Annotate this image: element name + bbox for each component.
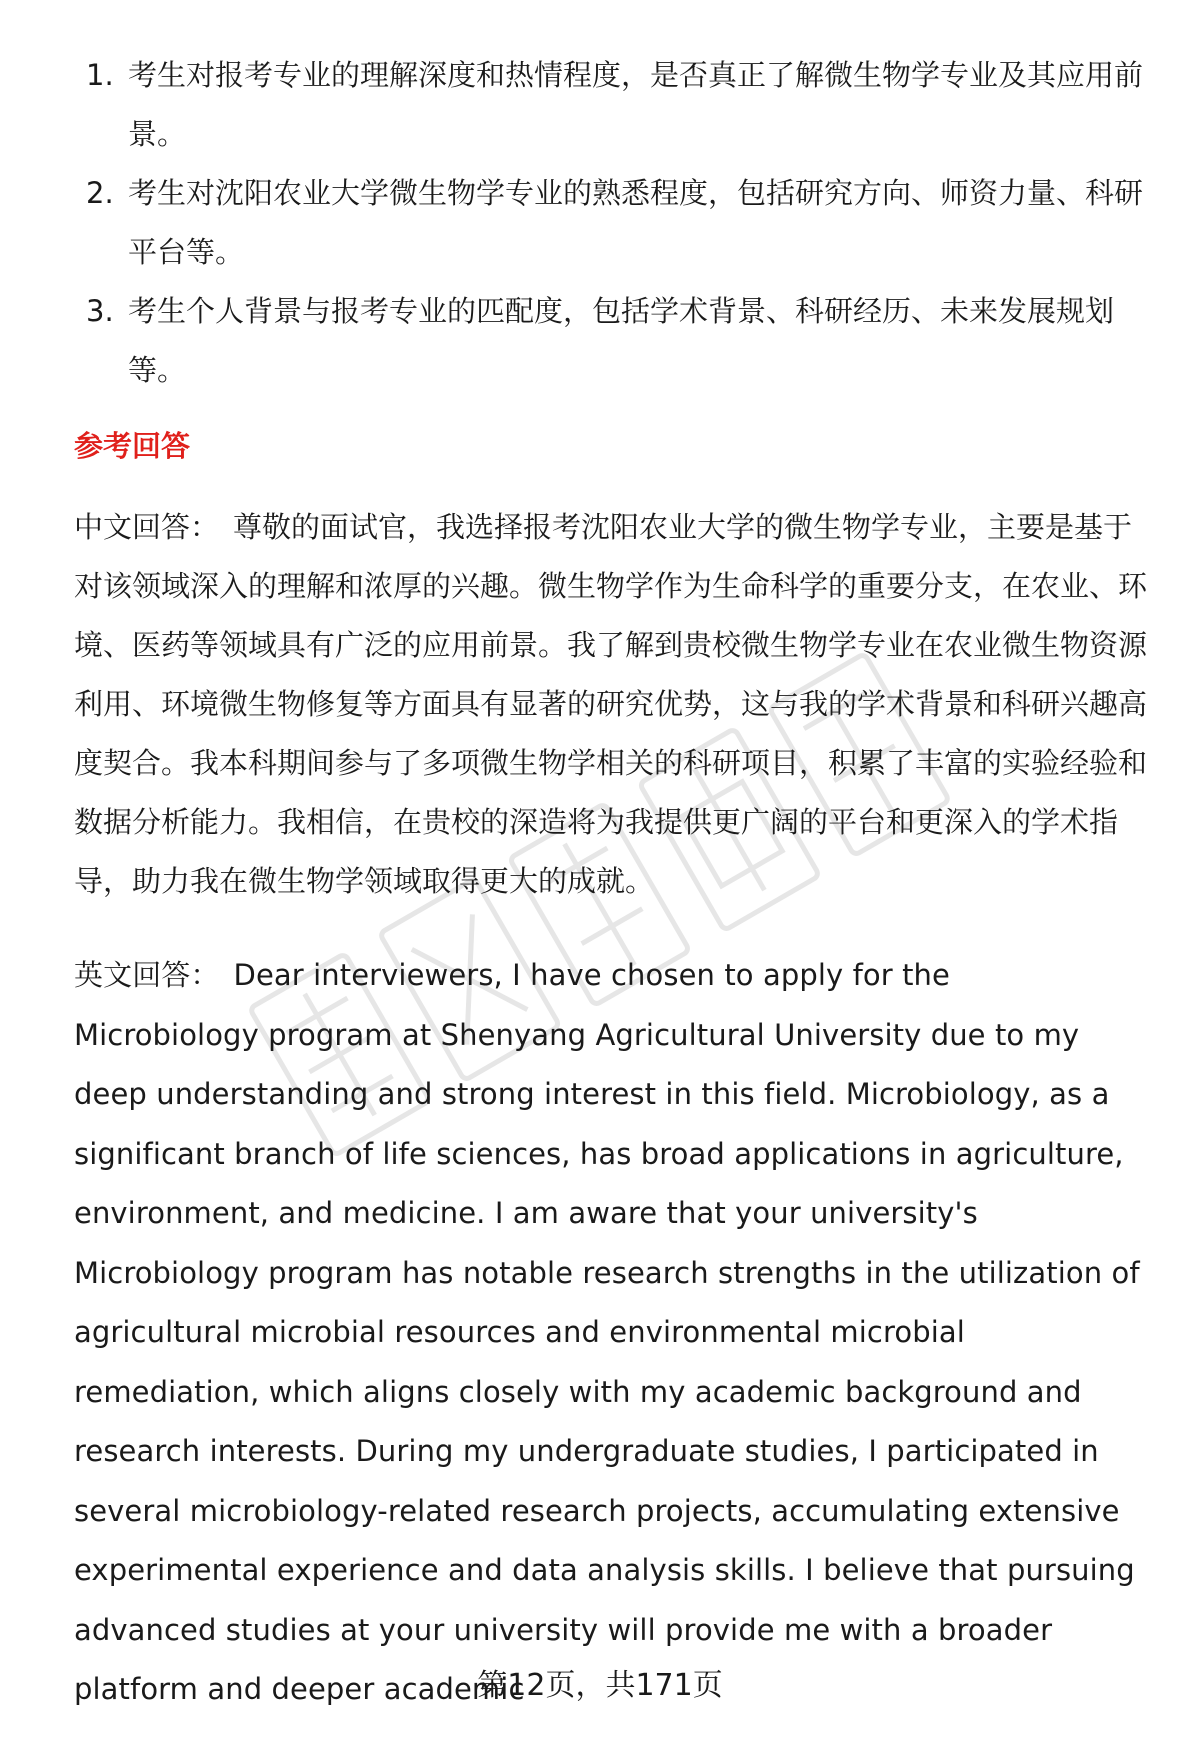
criteria-number: 3. xyxy=(86,294,114,328)
criteria-text: 考生对报考专业的理解深度和热情程度，是否真正了解微生物学专业及其应用前景。 xyxy=(128,58,1144,151)
english-answer-text: Dear interviewers, I have chosen to apply for the Microbiology program at Shenyang Agricultural University due to my deep understanding and strong interest in this field. Microbiology, as a significant branch of life sciences, has broad applications in agriculture, environment, and medicine. I am aware that your university's Microbiology program has notable research strengths in the utilization of agricultural microbial resources and environmental microbial remediation, which aligns closely with my academic background and research interests. During my undergraduate studies, I participated in several microbiology-related research projects, accumulating extensive experimental experience and data analysis skills. I believe that pursuing advanced studies at your university will provide me with a broader platform and deeper academic xyxy=(74,958,1140,1706)
criteria-item xyxy=(74,46,1144,164)
english-answer-paragraph xyxy=(74,946,1144,1720)
reference-answer-heading: 参考回答 xyxy=(74,429,191,463)
english-answer-label: 英文回答： xyxy=(74,958,220,992)
criteria-item xyxy=(74,282,1144,400)
criteria-text: 考生个人背景与报考专业的匹配度，包括学术背景、科研经历、未来发展规划等。 xyxy=(128,294,1115,387)
criteria-number: 1. xyxy=(86,58,114,92)
chinese-answer-label: 中文回答： xyxy=(74,510,220,544)
evaluation-criteria-list xyxy=(74,46,1144,400)
page-number-footer: 第12页，共171页 xyxy=(477,1668,723,1703)
criteria-text: 考生对沈阳农业大学微生物学专业的熟悉程度，包括研究方向、师资力量、科研平台等。 xyxy=(128,176,1144,269)
criteria-number: 2. xyxy=(86,176,114,210)
criteria-item xyxy=(74,164,1144,282)
chinese-answer-paragraph xyxy=(74,498,1154,911)
chinese-answer-text: 尊敬的面试官，我选择报考沈阳农业大学的微生物学专业，主要是基于对该领域深入的理解和浓厚的兴趣。微生物学作为生命科学的重要分支，在农业、环境、医药等领域具有广泛的应用前景。我了解到贵校微生物学专业在农业微生物资源利用、环境微生物修复等方面具有显著的研究优势，这与我的学术背景和科研兴趣高度契合。我本科期间参与了多项微生物学相关的科研项目，积累了丰富的实验经验和数据分析能力。我相信，在贵校的深造将为我提供更广阔的平台和更深入的学术指导，助力我在微生物学领域取得更大的成就。 xyxy=(74,510,1148,898)
